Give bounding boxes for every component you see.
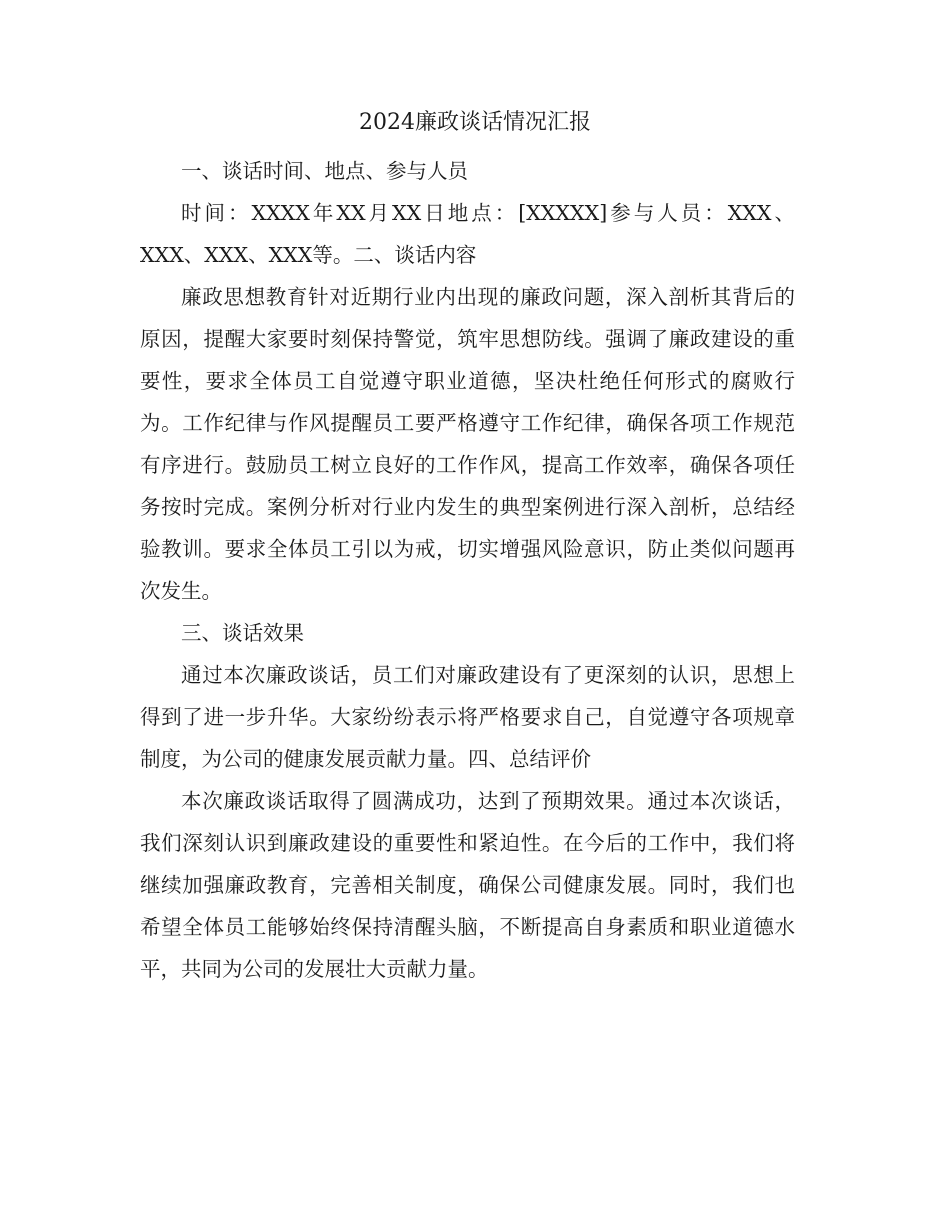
document-title: 2024廉政谈话情况汇报 (359, 110, 591, 135)
talk-content-paragraph: 廉政思想教育针对近期行业内出现的廉政问题，深入剖析其背后的原因，提醒大家要时刻保持警觉，筑牢思想防线。强调了廉政建设的重要性，要求全体员工自觉遵守职业道德，坚决杜绝任何形式的腐败行为。工作纪律与作风提醒员工要严格遵守工作纪律，确保各项工作规范有序进行。鼓励员工树立良好的工作作风，提高工作效率，确保各项任务按时完成。案例分析对行业内发生的典型案例进行深入剖析，总结经验教训。要求全体员工引以为戒，切实增强风险意识，防止类似问题再次发生。 (140, 285, 795, 603)
document-body (140, 150, 795, 990)
section-heading-3: 三、谈话效果 (181, 621, 304, 645)
talk-effect-paragraph: 通过本次廉政谈话，员工们对廉政建设有了更深刻的认识，思想上得到了进一步升华。大家纷纷表示将严格要求自己，自觉遵守各项规章制度，为公司的健康发展贡献力量。四、总结评价 (140, 663, 795, 771)
section-heading-1: 一、谈话时间、地点、参与人员 (181, 159, 468, 183)
summary-paragraph: 本次廉政谈话取得了圆满成功，达到了预期效果。通过本次谈话，我们深刻认识到廉政建设的重要性和紧迫性。在今后的工作中，我们将继续加强廉政教育，完善相关制度，确保公司健康发展。同时，我们也希望全体员工能够始终保持清醒头脑，不断提高自身素质和职业道德水平，共同为公司的发展壮大贡献力量。 (140, 789, 795, 981)
meeting-info-paragraph: 时间：XXXX年XX月XX日地点：[XXXXX]参与人员：XXX、XXX、XXX、XXX等。二、谈话内容 (140, 201, 795, 267)
